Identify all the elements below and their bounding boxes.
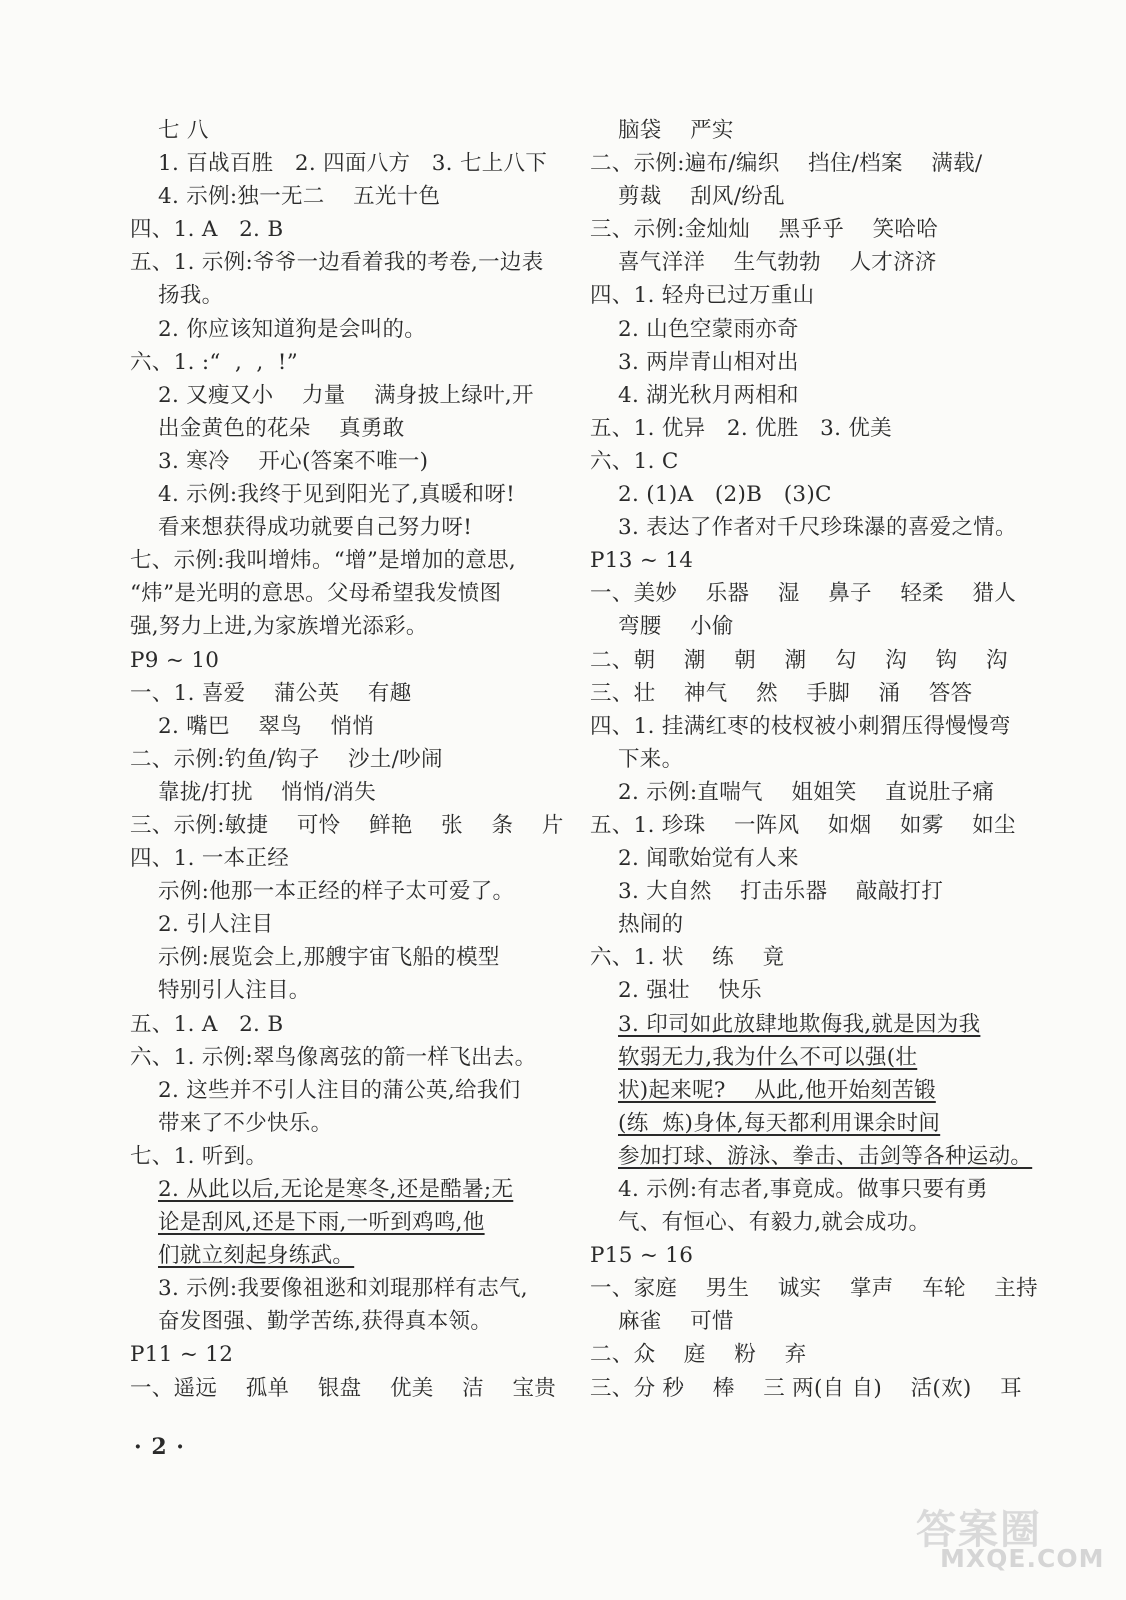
answer-text: P11 ~ 12 [130, 1342, 234, 1368]
answer-text: 三、示例:敏捷 可怜 鲜艳 张 条 片 [130, 812, 564, 838]
answer-line [130, 1173, 570, 1206]
answer-text: 示例:他那一本正经的样子太可爱了。 [158, 879, 515, 905]
answer-line [130, 974, 570, 1007]
answer-line [130, 1041, 570, 1074]
answer-text: 3. 印司如此放肆地欺侮我,就是因为我 [618, 1011, 981, 1037]
answer-line [130, 809, 570, 842]
answer-text: P15 ~ 16 [590, 1243, 694, 1269]
answer-line [590, 577, 1030, 610]
answer-line [590, 1239, 1030, 1272]
answer-line [130, 1074, 570, 1107]
answer-line [590, 147, 1030, 180]
answer-line [130, 478, 570, 511]
answer-text: 4. 示例:我终于见到阳光了,真暖和呀! [158, 482, 516, 508]
answer-text: 三、壮 神气 然 手脚 涌 答答 [590, 680, 973, 706]
answer-text: 六、1. :“ , , !” [130, 349, 298, 375]
answer-text: 一、遥远 孤单 银盘 优美 洁 宝贵 [130, 1375, 557, 1401]
answer-line [130, 511, 570, 544]
answer-text: 4. 示例:有志者,事竟成。做事只要有勇 [618, 1177, 988, 1202]
watermark-url: MXQE.COM [940, 1544, 1105, 1573]
answer-line [130, 776, 570, 809]
answer-line [130, 1008, 570, 1041]
answer-line [590, 610, 1030, 643]
answer-line [130, 544, 570, 577]
answer-line [130, 412, 570, 445]
answer-line [590, 875, 1030, 908]
answer-text: 五、1. 示例:爷爷一边看着我的考卷,一边表 [130, 250, 544, 276]
answer-text: 麻雀 可惜 [618, 1309, 734, 1335]
answer-text: 四、1. 轻舟已过万重山 [590, 283, 815, 309]
answer-text: 四、1. A 2. B [130, 217, 284, 243]
answer-text: 状)起来呢? 从此,他开始刻苦锻 [618, 1077, 936, 1103]
answer-text: 一、美妙 乐器 湿 鼻子 轻柔 猎人 [590, 581, 1017, 607]
answer-text: 看来想获得成功就要自己努力呀! [158, 515, 473, 541]
answer-text: 强,努力上进,为家族增光添彩。 [130, 614, 428, 640]
answer-line [130, 908, 570, 941]
answer-line [130, 180, 570, 213]
answer-line [130, 610, 570, 643]
answer-line [590, 677, 1030, 710]
right-column [590, 114, 1038, 1405]
answer-line [130, 842, 570, 875]
answer-line [130, 710, 570, 743]
answer-line [590, 1140, 1033, 1173]
answer-line [590, 279, 1030, 312]
answer-text: 2. 从此以后,无论是寒冬,还是酷暑;无 [158, 1177, 514, 1202]
answer-text: 靠拢/打扰 悄悄/消失 [158, 779, 377, 805]
answer-text: 一、1. 喜爱 蒲公英 有趣 [130, 680, 412, 706]
answer-text: 软弱无力,我为什么不可以强(壮 [618, 1044, 918, 1070]
answer-line [590, 478, 1030, 511]
answer-line [590, 1305, 1030, 1338]
answer-text: “炜”是光明的意思。父母希望我发愤图 [130, 581, 502, 607]
answer-line [130, 279, 570, 312]
answer-line [590, 544, 1030, 577]
answer-text: 气、有恒心、有毅力,就会成功。 [618, 1210, 931, 1236]
answer-text: 弯腰 小偷 [618, 614, 734, 640]
answer-line [590, 842, 1030, 875]
answer-text: 2. (1)A (2)B (3)C [618, 482, 832, 508]
answer-line [590, 1074, 1030, 1107]
answer-line [590, 644, 1030, 677]
answer-line [130, 346, 570, 379]
answer-line [590, 511, 1030, 544]
answer-text: 二、朝 潮 朝 潮 勾 沟 钩 沟 [590, 647, 1008, 673]
answer-line [590, 445, 1030, 478]
answer-text: 2. 你应该知道狗是会叫的。 [158, 316, 427, 342]
answer-line [590, 809, 1030, 842]
answer-line [590, 1338, 1030, 1371]
answer-text: (练 炼)身体,每天都利用课余时间 [618, 1110, 941, 1136]
answer-line [590, 1206, 1030, 1239]
answer-line [590, 1041, 1030, 1074]
answer-text: 3. 两岸青山相对出 [618, 349, 799, 375]
answer-text: 喜气洋洋 生气勃勃 人才济济 [618, 250, 937, 276]
answer-text: 2. 引人注目 [158, 912, 274, 938]
answer-line [590, 412, 1030, 445]
answer-text: 2. 又瘦又小 力量 满身披上绿叶,开 [158, 382, 534, 408]
answer-line [130, 1372, 570, 1405]
answer-line [590, 1372, 1030, 1405]
answer-line [590, 776, 1030, 809]
answer-text: 1. 百战百胜 2. 四面八方 3. 七上八下 [158, 151, 548, 177]
answer-line [130, 875, 570, 908]
page-number: · 2 · [134, 1434, 185, 1460]
answer-line [590, 246, 1030, 279]
answer-text: 2. 山色空蒙雨亦奇 [618, 316, 799, 342]
answer-text: 带来了不少快乐。 [158, 1110, 333, 1136]
answer-text: 奋发图强、勤学苦练,获得真本领。 [158, 1309, 493, 1335]
answer-line [130, 1305, 570, 1338]
answer-text: 七、1. 听到。 [130, 1143, 268, 1169]
answer-text: 示例:展览会上,那艘宇宙飞船的模型 [158, 945, 500, 971]
answer-line [130, 379, 570, 412]
answer-text: 3. 大自然 打击乐器 敲敲打打 [618, 879, 944, 905]
answer-text: 3. 示例:我要像祖逖和刘琨那样有志气, [158, 1276, 528, 1302]
answer-line [590, 180, 1030, 213]
answer-text: 4. 示例:独一无二 五光十色 [158, 184, 441, 210]
answer-text: 2. 嘴巴 翠鸟 悄悄 [158, 713, 375, 739]
answer-line [130, 1140, 570, 1173]
answer-line [130, 1272, 570, 1305]
answer-text: 脑袋 严实 [618, 118, 734, 143]
answer-text: 六、1. 状 练 竟 [590, 945, 785, 971]
answer-text: 特别引人注目。 [158, 978, 311, 1004]
answer-line [590, 114, 1030, 147]
answer-line [130, 941, 570, 974]
answer-text: 扬我。 [158, 283, 224, 309]
answer-line [130, 743, 570, 776]
answer-text: 3. 表达了作者对千尺珍珠瀑的喜爱之情。 [618, 515, 1017, 541]
answer-text: 参加打球、游泳、拳击、击剑等各种运动。 [618, 1143, 1033, 1169]
watermark-logo [916, 1498, 1106, 1578]
answer-text: 2. 示例:直喘气 姐姐笑 直说肚子痛 [618, 779, 995, 805]
answer-text: 四、1. 挂满红枣的枝杈被小刺猬压得慢慢弯 [590, 713, 1011, 739]
answer-text: 三、分 秒 棒 三 两(自 自) 活(欢) 耳 [590, 1375, 1022, 1401]
answer-line [130, 1239, 570, 1272]
answer-line [590, 941, 1030, 974]
answer-line [590, 1008, 1030, 1041]
answer-line [590, 379, 1030, 412]
answer-line [590, 743, 1030, 776]
answer-line [130, 677, 570, 710]
answer-line [590, 346, 1030, 379]
answer-line [130, 644, 570, 677]
answer-line [130, 313, 570, 346]
answer-line [590, 974, 1030, 1007]
answer-line [130, 577, 570, 610]
watermark-text: 答案圈 [916, 1507, 1042, 1553]
answer-line [130, 213, 570, 246]
answer-text: P9 ~ 10 [130, 647, 220, 673]
answer-text: 二、示例:钓鱼/钩子 沙土/吵闹 [130, 746, 443, 772]
answer-text: 七 八 [158, 118, 209, 143]
answer-line [590, 908, 1030, 941]
answer-text: 三、示例:金灿灿 黑乎乎 笑哈哈 [590, 217, 939, 243]
answer-text: 六、1. C [590, 448, 679, 474]
answer-text: 五、1. 珍珠 一阵风 如烟 如雾 如尘 [590, 812, 1016, 838]
answer-line [590, 213, 1030, 246]
answer-line [130, 1206, 570, 1239]
answer-text: 4. 湖光秋月两相和 [618, 382, 799, 408]
answer-text: 五、1. A 2. B [130, 1011, 284, 1037]
answer-text: 2. 闻歌始觉有人来 [618, 846, 799, 872]
answer-text: 七、示例:我叫增炜。“增”是增加的意思, [130, 548, 517, 574]
answer-text: 五、1. 优异 2. 优胜 3. 优美 [590, 415, 892, 441]
answer-text: 论是刮风,还是下雨,一听到鸡鸣,他 [158, 1210, 485, 1236]
answer-line [590, 1107, 1030, 1140]
answer-line [590, 1272, 1038, 1305]
answer-line [590, 1173, 1030, 1206]
answer-text: 出金黄色的花朵 真勇敢 [158, 415, 405, 441]
answer-text: 3. 寒冷 开心(答案不唯一) [158, 448, 429, 474]
answer-line [590, 313, 1030, 346]
answer-text: 下来。 [618, 746, 684, 772]
answer-line [130, 147, 570, 180]
answer-line [130, 1338, 570, 1371]
answer-text: 二、众 庭 粉 弃 [590, 1342, 807, 1368]
answer-text: 剪裁 刮风/纷乱 [618, 184, 785, 210]
answer-line [130, 246, 570, 279]
left-column [130, 114, 570, 1405]
answer-line [130, 1107, 570, 1140]
answer-line [130, 445, 570, 478]
answer-text: 一、家庭 男生 诚实 掌声 车轮 主持 [590, 1276, 1038, 1302]
answer-text: 2. 强壮 快乐 [618, 978, 762, 1004]
answer-line [590, 710, 1030, 743]
answer-text: 六、1. 示例:翠鸟像离弦的箭一样飞出去。 [130, 1044, 537, 1070]
answer-text: 四、1. 一本正经 [130, 846, 290, 872]
answer-text: 热闹的 [618, 912, 684, 938]
answer-line [130, 114, 570, 147]
answer-text: 2. 这些并不引人注目的蒲公英,给我们 [158, 1077, 521, 1103]
answer-text: P13 ~ 14 [590, 548, 694, 574]
answer-text: 们就立刻起身练武。 [158, 1243, 355, 1269]
answer-text: 二、示例:遍布/编织 挡住/档案 满载/ [590, 151, 983, 177]
